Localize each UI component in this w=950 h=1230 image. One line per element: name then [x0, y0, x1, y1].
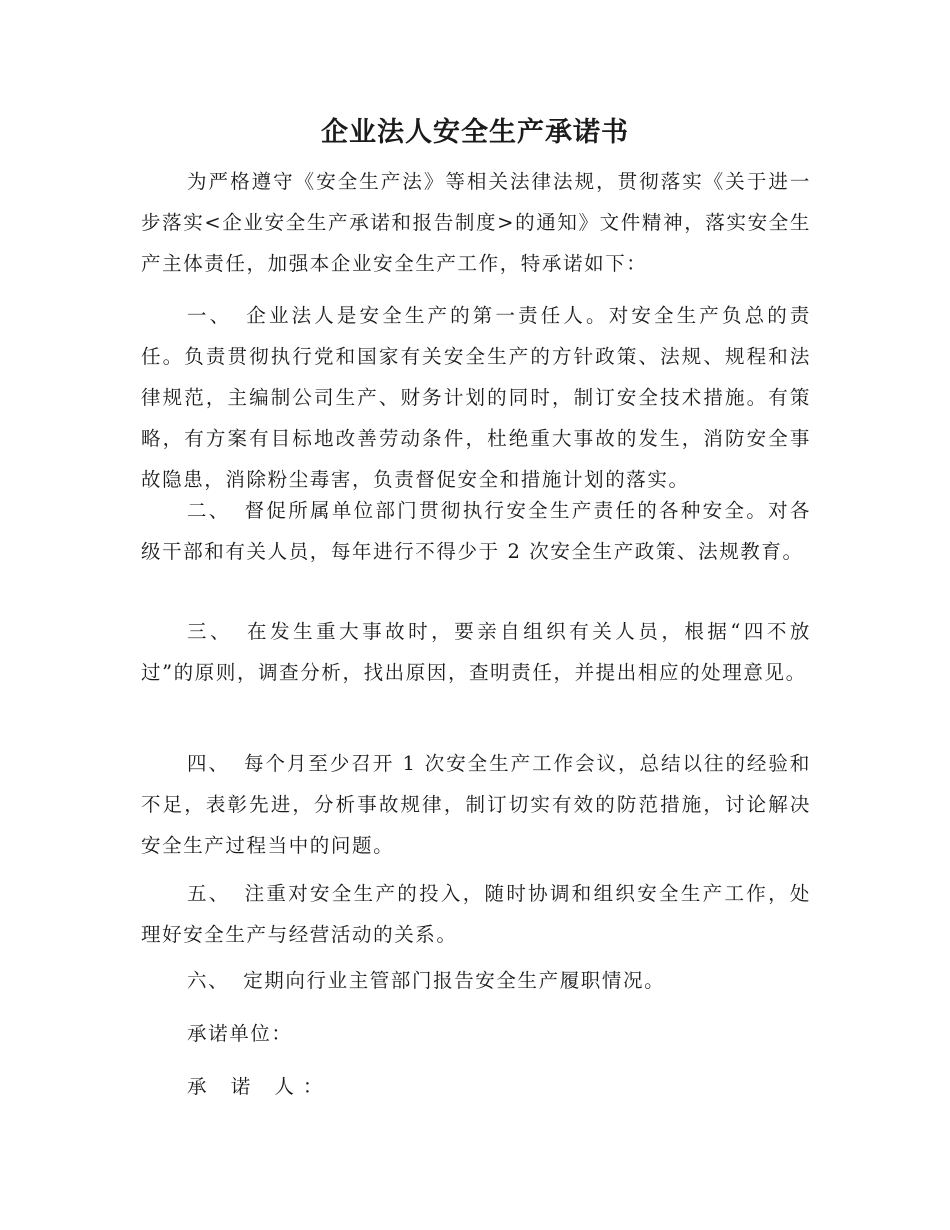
signature-person-label: 承 诺 人： [187, 1075, 332, 1098]
clause-1 [141, 295, 811, 500]
clause-number: 一、 [187, 304, 233, 327]
clause-3 [141, 611, 811, 693]
clause-5 [141, 873, 811, 955]
clause-number: 六、 [187, 969, 230, 992]
clause-number: 三、 [187, 620, 234, 643]
clause-text: 在发生重大事故时，要亲自组织有关人员，根据“四不放过”的原则，调查分析，找出原因，查明责任，并提出相应的处理意见。 [141, 620, 811, 684]
intro-paragraph: 为严格遵守《安全生产法》等相关法律法规，贯彻落实《关于进一步落实<企业安全生产承诺和报告制度>的通知》文件精神，落实安全生产主体责任，加强本企业安全生产工作，特承诺如下： [141, 170, 811, 275]
clause-text: 每个月至少召开 1 次安全生产工作会议，总结以往的经验和不足，表彰先进，分析事故规律，制订切实有效的防范措施，讨论解决安全生产过程当中的问题。 [141, 752, 811, 857]
clause-text: 督促所属单位部门贯彻执行安全生产责任的各种安全。对各级干部和有关人员，每年进行不得少于 2 次安全生产政策、法规教育。 [141, 499, 811, 563]
clause-number: 四、 [187, 752, 230, 775]
clause-text: 注重对安全生产的投入，随时协调和组织安全生产工作，处理好安全生产与经营活动的关系。 [141, 882, 811, 946]
clause-text: 企业法人是安全生产的第一责任人。对安全生产负总的责任。负责贯彻执行党和国家有关安全生产的方针政策、法规、规程和法律规范，主编制公司生产、财务计划的同时，制订安全技术措施。有策略，有方案有目标地改善劳动条件，杜绝重大事故的发生，消防安全事故隐患，消除粉尘毒害，负责督促安全和措施计划的落实。 [141, 304, 811, 491]
clause-4 [141, 743, 811, 866]
clause-2 [141, 490, 811, 572]
clause-number: 五、 [187, 882, 231, 905]
clause-text: 定期向行业主管部门报告安全生产履职情况。 [243, 969, 666, 992]
signature-unit-label: 承诺单位： [187, 1022, 293, 1045]
clause-6 [141, 960, 811, 1001]
document-title: 企业法人安全生产承诺书 [321, 117, 629, 148]
clause-number: 二、 [187, 499, 231, 522]
